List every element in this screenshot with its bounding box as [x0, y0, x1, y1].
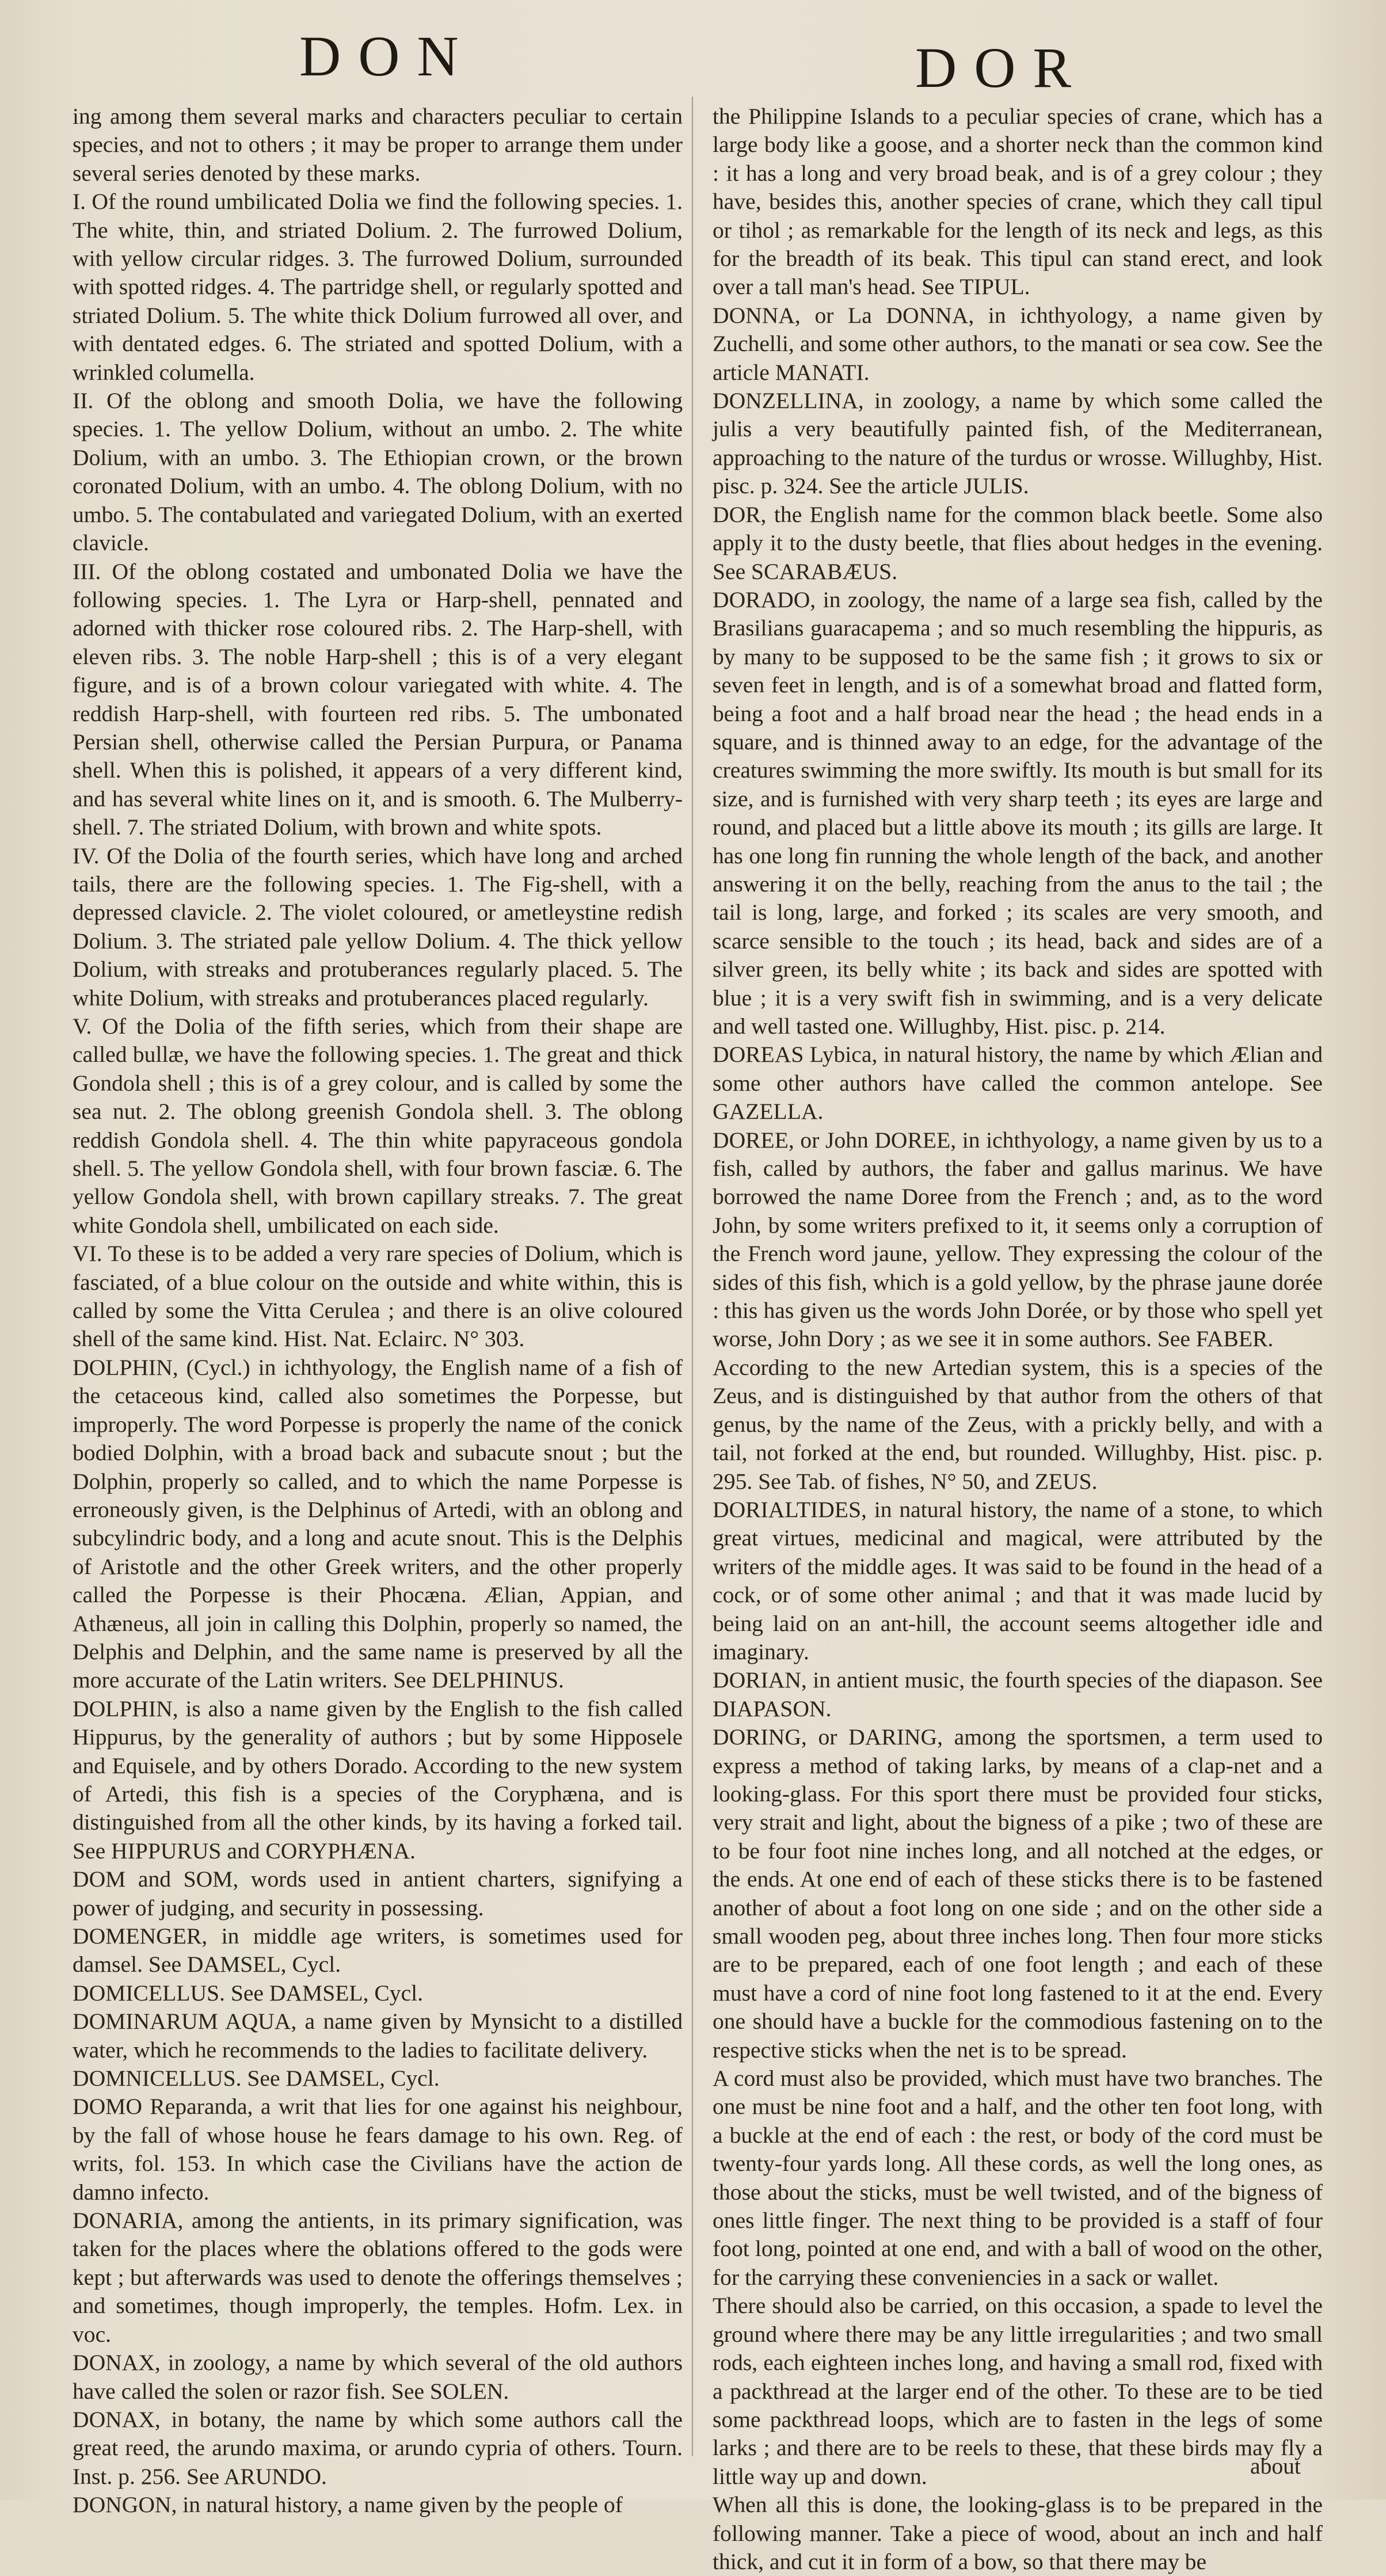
entry-paragraph: the Philippine Islands to a peculiar species of crane, which has a large body like a goose, and a shorter neck than the common kind : it has a long and very broad beak, and is of a grey colour ; they have, besides this, another species of crane, which they call tipul or tihol ; as remarkable for the length of its neck and legs, as this for the breadth of its beak. This tipul can stand erect, and look over a tall man's head. See TIPUL.: [713, 104, 1323, 300]
running-head-left: DON: [299, 24, 476, 88]
entry-paragraph: VI. To these is to be added a very rare species of Dolium, which is fasciated, of a blue colour on the outside and white within, this is called by some the Vitta Cerulea ; and there is an olive coloured shell of the same kind. Hist. Nat. Eclairc. N° 303.: [73, 1241, 683, 1352]
entry-donna: DONNA, or La DONNA, in ichthyology, a name given by Zuchelli, and some other authors, to the manati or sea cow. See the article MANATI.: [713, 302, 1323, 385]
entry-paragraph: A cord must also be provided, which must have two branches. The one must be nine foot and a half, and the other ten foot long, with a buckle at the end of each : the rest, or body of the cord must be twenty-four yards long. All these cords, as well the long ones, as those about the sticks, must be well twisted, and of the bigness of ones little finger. The next thing to be provided is a staff of four foot long, pointed at one end, and with a ball of wood on the other, for the carrying these conveniencies in a sack or wallet.: [713, 2066, 1323, 2290]
entry-domenger: DOMENGER, in middle age writers, is sometimes used for damsel. See DAMSEL, Cycl.: [73, 1923, 683, 1977]
entry-dolphin: DOLPHIN, (Cycl.) in ichthyology, the English name of a fish of the cetaceous kind, called also sometimes the Porpesse, but improperly. The word Porpesse is properly the name of the conick bodied Dolphin, with a broad back and subacute snout ; but the Dolphin, properly so called, and to which the name Porpesse is erroneously given, is the Delphinus of Artedi, with an oblong and subcylindric body, and a long and acute snout. This is the Delphis of Aristotle and the other Greek writers, and the other properly called the Porpesse is their Phocæna. Ælian, Appian, and Athæneus, all join in calling this Dolphin, properly so named, the Delphis and Delphin, and the same name is preserved by all the more accurate of the Latin writers. See DELPHINUS.: [73, 1354, 683, 1693]
column-rule: [692, 97, 693, 2456]
entry-donaria: DONARIA, among the antients, in its primary signification, was taken for the places where the oblations offered to the gods were kept ; but afterwards was used to denote the offerings themselves ; and sometimes, though improperly, the temples. Hofm. Lex. in voc.: [73, 2208, 683, 2347]
right-column: [713, 102, 1323, 2576]
entry-donzellina: DONZELLINA, in zoology, a name by which some called the julis a very beautifully painted fish, of the Mediterranean, approaching to the nature of the turdus or wrosse. Willughby, Hist. pisc. p. 324. See the article JULIS.: [713, 388, 1323, 499]
entry-paragraph: When all this is done, the looking-glass is to be prepared in the following manner. Take a piece of wood, about an inch and half thick, and cut it in form of a bow, so that there may be: [713, 2492, 1323, 2574]
entry-dorialtides: DORIALTIDES, in natural history, the name of a stone, to which great virtues, medicinal and magical, were attributed by the writers of the middle ages. It was said to be found in the head of a cock, or of some other animal ; and that it was made lucid by being laid on an ant-hill, the account seems altogether idle and imaginary.: [713, 1496, 1323, 1664]
entry-paragraph: III. Of the oblong costated and umbonated Dolia we have the following species. 1. The Lyra or Harp-shell, pennated and adorned with thicker rose coloured ribs. 2. The Harp-shell, with eleven ribs. 3. The noble Harp-shell ; this is of a very elegant figure, and is of a brown colour variegated with white. 4. The reddish Harp-shell, with fourteen red ribs. 5. The umbonated Persian shell, otherwise called the Persian Purpura, or Panama shell. When this is polished, it appears of a very different kind, and has several white lines on it, and is smooth. 6. The Mulberry-shell. 7. The striated Dolium, with brown and white spots.: [73, 558, 683, 840]
entry-paragraph: I. Of the round umbilicated Dolia we find the following species. 1. The white, thin, and striated Dolium. 2. The furrowed Dolium, with yellow circular ridges. 3. The furrowed Dolium, surrounded with spotted ridges. 4. The partridge shell, or regularly spotted and striated Dolium. 5. The white thick Dolium furrowed all over, and with dentated edges. 6. The striated and spotted Dolium, with a wrinkled columella.: [73, 189, 683, 385]
entry-paragraph: ing among them several marks and characters peculiar to certain species, and not to others ; it may be proper to arrange them under several series denoted by these marks.: [73, 104, 683, 186]
entry-dongon: DONGON, in natural history, a name given by the people of: [73, 2492, 623, 2518]
entry-dor: DOR, the English name for the common black beetle. Some also apply it to the dusty beetle, that flies about hedges in the evening. See SCARABÆUS.: [713, 501, 1323, 584]
entry-paragraph: IV. Of the Dolia of the fourth series, which have long and arched tails, there are the following species. 1. The Fig-shell, with a depressed clavicle. 2. The violet coloured, or ametleystine redish Dolium. 3. The striated pale yellow Dolium. 4. The thick yellow Dolium, with streaks and protuberances regularly placed. 5. The white Dolium, with streaks and protuberances placed regularly.: [73, 843, 683, 1011]
entry-domo: DOMO Reparanda, a writ that lies for one against his neighbour, by the fall of whose house he fears damage to his own. Reg. of writs, fol. 153. In which case the Civilians have the action de damno infecto.: [73, 2094, 683, 2205]
entry-paragraph: V. Of the Dolia of the fifth series, which from their shape are called bullæ, we have the following species. 1. The great and thick Gondola shell ; this is of a grey colour, and is called by some the sea nut. 2. The oblong greenish Gondola shell. 3. The oblong reddish Gondola shell. 4. The thin white papyraceous gondola shell. 5. The yellow Gondola shell, with four brown fasciæ. 6. The yellow Gondola shell, with brown capillary streaks. 7. The great white Gondola shell, umbilicated on each side.: [73, 1013, 683, 1238]
entry-paragraph: II. Of the oblong and smooth Dolia, we have the following species. 1. The yellow Dolium, without an umbo. 2. The white Dolium, with an umbo. 3. The Ethiopian crown, or the brown coronated Dolium, with an umbo. 4. The oblong Dolium, with no umbo. 5. The contabulated and variegated Dolium, with an exerted clavicle.: [73, 388, 683, 556]
entry-donax-botany: DONAX, in botany, the name by which some authors call the great reed, the arundo maxima, or arundo cypria of others. Tourn. Inst. p. 256. See ARUNDO.: [73, 2406, 683, 2489]
catchword: about: [1250, 2453, 1301, 2479]
entry-domnicellus: DOMNICELLUS. See DAMSEL, Cycl.: [73, 2066, 440, 2091]
entry-dominarum: DOMINARUM AQUA, a name given by Mynsicht to a distilled water, which he recommends to the ladies to facilitate delivery.: [73, 2009, 683, 2063]
entry-paragraph: There should also be carried, on this occasion, a spade to level the ground where there may be any little irregularities ; and two small rods, each eighteen inches long, and having a small rod, fixed with a packthread at the larger end of the other. To these are to be tied some packthread loops, which are to fasten in the legs of some larks ; and there are to be reels to these, that these birds may fly a little way up and down.: [713, 2293, 1323, 2489]
entry-dolphin-2: DOLPHIN, is also a name given by the English to the fish called Hippurus, by the generality of authors ; but by some Hipposele and Equisele, and by others Dorado. According to the new system of Artedi, this fish is a species of the Coryphæna, and is distinguished from all the other kinds, by its having a forked tail. See HIPPURUS and CORYPHÆNA.: [73, 1695, 683, 1864]
entry-doree: DOREE, or John DOREE, in ichthyology, a name given by us to a fish, called by authors, the faber and gallus marinus. We have borrowed the name Doree from the French ; and, as to the word John, by some writers prefixed to it, it seems only a corruption of the French word jaune, yellow. They expressing the colour of the sides of this fish, which is a gold yellow, by the phrase jaune dorée : this has given us the words John Dorée, or by those who spell yet worse, John Dory ; as we see it in some authors. See FABER.: [713, 1127, 1323, 1352]
entry-doring: DORING, or DARING, among the sportsmen, a term used to express a method of taking larks, by means of a clap-net and a looking-glass. For this sport there must be provided four sticks, very strait and light, about the bigness of a pike ; two of these are to be four foot nine inches long, and all notched at the edges, or the ends. At one end of each of these sticks there is to be fastened another of about a foot long on one side ; and on the other side a small wooden peg, about three inches long. Then four more sticks are to be prepared, each of one foot length ; and each of these must have a cord of nine foot long fastened to it at the end. Every one should have a buckle for the commodious fastening on to the respective sticks when the net is to be spread.: [713, 1724, 1323, 2063]
entry-donax-zoology: DONAX, in zoology, a name by which several of the old authors have called the solen or razor fish. See SOLEN.: [73, 2350, 683, 2404]
entry-doreas: DOREAS Lybica, in natural history, the name by which Ælian and some other authors have called the common antelope. See GAZELLA.: [713, 1042, 1323, 1125]
entry-paragraph: According to the new Artedian system, this is a species of the Zeus, and is distinguished by that author from the others of that genus, by the name of the Zeus, with a prickly belly, and with a tail, not forked at the end, but rounded. Willughby, Hist. pisc. p. 295. See Tab. of fishes, N° 50, and ZEUS.: [713, 1354, 1323, 1494]
entry-dom: DOM and SOM, words used in antient charters, signifying a power of judging, and security in possessing.: [73, 1866, 683, 1920]
running-head-right: DOR: [915, 36, 1089, 100]
entry-dorado: DORADO, in zoology, the name of a large sea fish, called by the Brasilians guaracapema ; and so much resembling the hippuris, as by many to be supposed to be the same fish ; it grows to six or seven feet in length, and is of a somewhat broad and flatted form, being a foot and a half broad near the head ; the head ends in a square, and is thinned away to an edge, for the advantage of the creatures swimming the more swiftly. Its mouth is but small for its size, and is furnished with very sharp teeth ; its eyes are large and round, and placed but a little above its mouth ; its gills are large. It has one long fin running the whole length of the back, and another answering it on the belly, reaching from the anus to the tail ; the tail is long, large, and forked ; its scales are very smooth, and scarce sensible to the touch ; its head, back and sides are of a silver green, its belly white ; its back and sides are spotted with blue ; it is a very swift fish in swimming, and is a very delicate and well tasted one. Willughby, Hist. pisc. p. 214.: [713, 586, 1323, 1039]
entry-domicellus: DOMICELLUS. See DAMSEL, Cycl.: [73, 1980, 424, 2006]
entry-dorian: DORIAN, in antient music, the fourth species of the diapason. See DIAPASON.: [713, 1667, 1323, 1721]
left-column: [73, 102, 683, 2520]
